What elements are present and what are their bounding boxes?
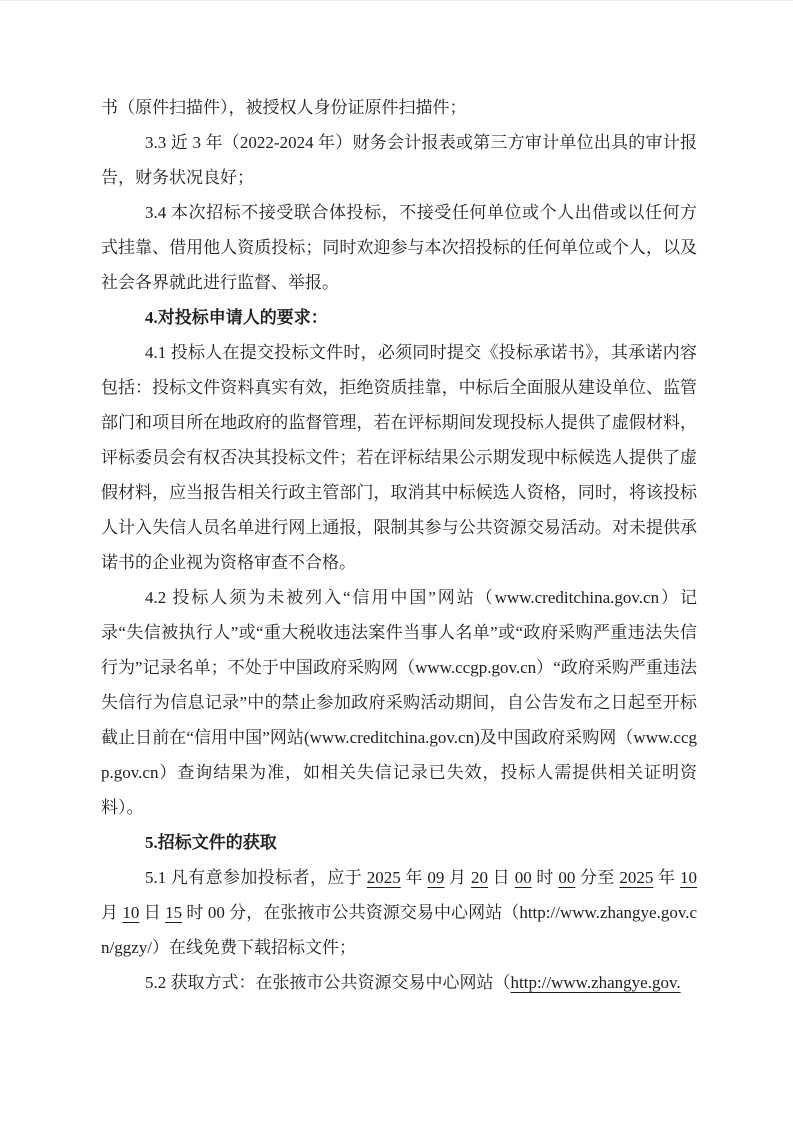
para-4-2 [101,580,697,825]
text-run: 4.对投标申请人的要求： [145,308,328,327]
document-body [101,90,697,1000]
para-5-2 [101,965,697,1000]
underlined-text-run: 10 [122,903,140,922]
underlined-text-run: 00 [514,868,532,887]
text-run: 3.3 近 3 年（2022-2024 年）财务会计报表或第三方审计单位出具的审计报告，财务状况良好； [101,133,697,187]
para-3-4 [101,195,697,300]
heading-5 [101,825,697,860]
para-3-3 [101,125,697,195]
text-run: 分至 [575,868,620,887]
para-4-1 [101,335,697,580]
underlined-text-run: 20 [471,868,489,887]
text-run: 3.4 本次招标不接受联合体投标，不接受任何单位或个人出借或以任何方式挂靠、借用他人资质投标；同时欢迎参与本次招投标的任何单位或个人，以及社会各界就此进行监督、举报。 [101,203,697,292]
para-continuation [101,90,697,125]
text-run: 4.2 投标人须为未被列入“信用中国”网站（www.creditchina.gov.cn）记录“失信被执行人”或“重大税收违法案件当事人名单”或“政府采购严重违法失信行为”记录名单；不处于中国政府采购网（www.ccgp.gov.cn）“政府采购严重违法失信行为信息记录”中的禁止参加政府采购活动期间，自公告发布之日起至开标截止日前在“信用中国”网站(www.creditchina.gov.cn)及中国政府采购网（www.ccgp.gov.cn）查询结果为准，如相关失信记录已失效，投标人需提供相关证明资料）。 [101,588,697,817]
underlined-text-run: 2025 [366,868,401,887]
underlined-text-run: 2025 [619,868,654,887]
text-run: 年 [400,868,428,887]
text-run: 5.2 获取方式：在张掖市公共资源交易中心网站（ [145,973,511,992]
text-run: 时 00 分，在张掖市公共资源交易中心网站（http://www.zhangye.gov.cn/ggzy/）在线免费下载招标文件； [101,903,698,957]
text-run: 书（原件扫描件），被授权人身份证原件扫描件； [101,98,467,117]
text-run: 年 [653,868,681,887]
text-run: 日 [488,868,515,887]
text-run: 时 [531,868,559,887]
underlined-text-run: 00 [558,868,576,887]
underlined-text-run: 15 [165,903,183,922]
underlined-text-run: 09 [427,868,445,887]
text-run: 日 [139,903,166,922]
underlined-text-run: http://www.zhangye.gov. [510,973,681,992]
text-run: 月 [444,868,472,887]
text-run: 5.1 凡有意参加投标者，应于 [145,868,367,887]
text-run: 5.招标文件的获取 [145,833,277,852]
text-run: 月 [101,903,123,922]
text-run: 4.1 投标人在提交投标文件时，必须同时提交《投标承诺书》，其承诺内容包括：投标文件资料真实有效，拒绝资质挂靠，中标后全面服从建设单位、监管部门和项目所在地政府的监督管理，若在评标期间发现投标人提供了虚假材料，评标委员会有权否决其投标文件；若在评标结果公示期发现中标候选人提供了虚假材料，应当报告相关行政主管部门，取消其中标候选人资格，同时，将该投标人计入失信人员名单进行网上通报，限制其参与公共资源交易活动。对未提供承诺书的企业视为资格审查不合格。 [101,343,697,572]
heading-4 [101,300,697,335]
para-5-1 [101,860,697,965]
underlined-text-run: 10 [680,868,698,887]
